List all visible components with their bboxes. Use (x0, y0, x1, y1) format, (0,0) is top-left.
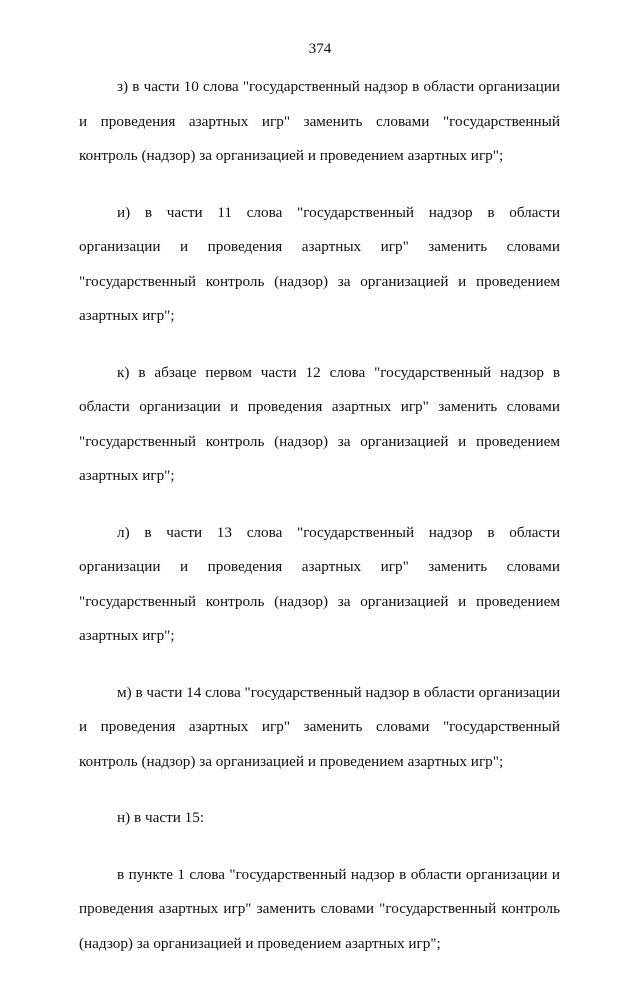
text-line: и проведения азартных игр" заменить словами "государственный (79, 718, 560, 735)
paragraph-l (79, 516, 560, 654)
document-body (79, 70, 560, 983)
text-line: области организации и проведения азартных игр" заменить словами (79, 398, 560, 415)
text-line: контроль (надзор) за организацией и проведением азартных игр"; (79, 752, 504, 770)
text-line: "государственный контроль (надзор) за организацией и проведением (79, 592, 560, 610)
text-line: организации и проведения азартных игр" заменить словами (79, 558, 560, 575)
paragraph-k (79, 356, 560, 494)
text-line: и проведения азартных игр" заменить словами "государственный (79, 112, 560, 130)
text-line: (надзор) за организацией и проведением азартных игр"; (79, 934, 441, 952)
text-line: м) в части 14 слова "государственный надзор в области организации (117, 683, 561, 701)
paragraph-n (79, 801, 560, 836)
text-line: проведения азартных игр" заменить словами "государственный контроль (79, 900, 560, 917)
text-line: и) в части 11 слова "государственный надзор в области (117, 203, 560, 221)
text-line: азартных игр"; (79, 307, 175, 324)
text-line: "государственный контроль (надзор) за организацией и проведением (79, 432, 560, 450)
paragraph-i (79, 196, 560, 334)
text-line: к) в абзаце первом части 12 слова "государственный надзор в (117, 363, 560, 381)
text-line: азартных игр"; (79, 467, 175, 484)
text-line: азартных игр"; (79, 627, 175, 644)
paragraph-item-1 (79, 858, 560, 962)
text-line: з) в части 10 слова "государственный надзор в области организации (117, 78, 560, 95)
text-line: л) в части 13 слова "государственный надзор в области (117, 523, 560, 541)
paragraph-z (79, 70, 560, 174)
paragraph-m (79, 676, 560, 780)
text-line: контроль (надзор) за организацией и проведением азартных игр"; (79, 147, 504, 164)
page-number: 374 (308, 40, 332, 57)
text-line: "государственный контроль (надзор) за организацией и проведением (79, 272, 560, 290)
text-line: н) в части 15: (117, 809, 205, 826)
text-line: организации и проведения азартных игр" заменить словами (79, 238, 560, 255)
text-line: в пункте 1 слова "государственный надзор в области организации и (117, 865, 560, 883)
